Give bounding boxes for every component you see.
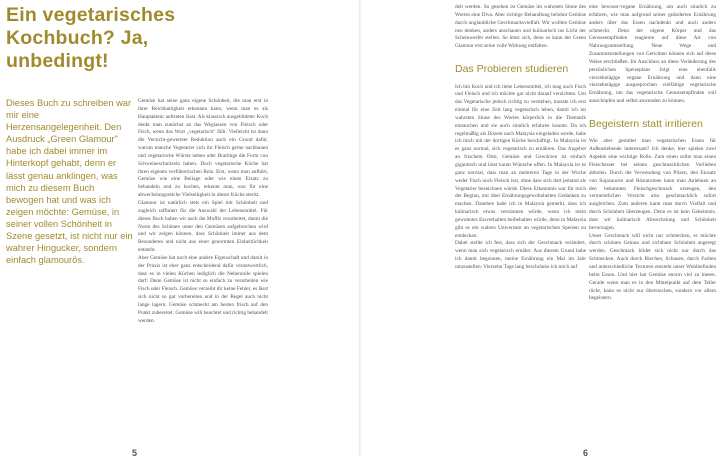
page-title: Ein vegetarisches Kochbuch? Ja, unbedingt! [6, 4, 176, 72]
body-paragraph: Aber Gemüse hat noch eine andere Eigenschaft und damit in der Praxis ist eher ganz entscheidend dafür verantwortlich, dass es in vielen Küchen lediglich die Nebenrolle spielen darf: Denn Gemüse ist nicht so einfach zu verarbeiten wie Fisch oder Fleisch. Gemüse verzeiht dir keine Fehler, es lässt sich nicht so gut vorbereiten und in der Regel auch nicht lange lagern. Gemüse schmeckt am besten frisch auf den Punkt zubereitet. Gemüse will beachtet und richtig behandelt werden. [138, 254, 268, 324]
body-paragraph: Dabei stellte ich fest, dass sich der Geschmack verändert, wenn man sich vegetarisch ernährt. Aus diesem Grund habe ich damit begonnen, meine Ernährung ein Mal im Jahr umzustellen: Vierzehn Tage lang beschränke ich mich auf [455, 240, 586, 270]
right-column-1 [455, 4, 586, 272]
body-paragraph: Gemüse hat seine ganz eigene Schönheit, die man erst in ihrer Reichhaltigkeit erkennen kann, wenn man es als Hauptakteur auftreten lässt. Als klassisch ausgebildeter Koch denkt man zunächst an das Weglassen von Fleisch oder Fisch, wenn das Wort „vegetarisch" fällt. Vielleicht ist dann die Verzicht-gewertete Reduktion auch ein Grund dafür, warum manche Vegetarier sich ihr Fleisch gerne nachbauen und vegetarische Würste neben oder Bratlinge die Form von Schweineschnitzeln haben. Doch vegetarische Küche hat ihren eigenen verführerischen Reiz. Erst, wenn man aufhört, Gemüse wie eine Beilage oder wie einen Ersatz zu behandeln und zu kochen, erkennt man, was für eine abwechslungsreiche Vielseitigkeit in dieser Küche steckt. [138, 98, 268, 199]
section-heading-begeistern: Begeistern statt irritieren [589, 117, 703, 130]
body-paragraph: Unser Geschmack will nicht nur schmecken, er möchte durch schönen Genuss und sichtbare Schönheit angeregt werden. Geschmack bildet sich nicht nur durch das Schmecken. Auch durch Riechen, Schauen, durch Farben und unterschiedliche Texturen entsteht unser Wohlbefinden beim Essen. Und hier hat Gemüse enorm viel zu bieten. Gerade wenn man es in den Mittelpunkt auf dem Teller rückt, kann es nicht nur überraschen, sondern vor allem begeistern. [589, 232, 716, 302]
left-page [0, 0, 360, 457]
intro-paragraph: Dieses Buch zu schreiben war mir eine Herzensangelegenheit. Den Ausdruck „Green Glamour" habe ich dabei immer im Hinterkopf gehabt, denn er lässt genau anklingen, was mich zu diesem Buch bewogen hat und was ich zeigen möchte: Gemüse, in seiner vollen Schönheit in Szene gesetzt, ist nicht nur ein wahrer Hingucker, sondern einfach glamourös. [6, 98, 133, 266]
page-number-left: 5 [132, 448, 138, 458]
left-body-column [138, 98, 268, 325]
body-paragraph: delt werden. So gesehen ist Gemüse im wahrsten Sinne des Wortes eine Diva. Aber richtige Behandlung belohnt Gemüse durch unglaubliche Geschmacksvielfalt. Wir wollten Gemüse neu denken, anders anschauen und kulinarisch ins Licht der Scheinwerfer stellen. So lebst sich, denn so kann der Green Glamour erst seine volle Wirkung entfalten. [455, 4, 586, 50]
body-paragraph: eine bewusst-vegane Ernährung, um auch sinnlich zu erfahren, wie man aufgrund seiner geänderten Ernährung anders über das Essen nachdenkt und auch anders schmeckt. Denn der eigene Körper und das Genussempfinden reagieren auf diese Art von Nahrungsumstellung. Neue Wege und Zusammenstellungen von Gerichten können sich auf diese Weise erschließen. Im Anschluss an diese Veränderung des persönlichen Speiseplans folgt eine ebenfalls vierzehntägige vegane Ernährung und dann eine vierzehntägige ausgesprochen vielfältige vegetarische Ernährung, um das vegetarische Genussempfinden voll ausschöpfen und selbst anwenden zu können. [589, 4, 716, 105]
body-paragraph: Wie aber gestaltet man vegetarischen Essen für Außenstehende interessant? Ich denke, hier spielen zwei Aspekte eine wichtige Rolle. Zum einen sollte man einen Fleischesser bei seinen geschmacklichen Vorlieben abholen. Durch die Verwendung von Pilzen, den Einsatz von Sojasaucen und Röstaromen kann man Anlehnen an den bekannten Fleischgeschmack erzeugen, den vermeintlichen Verzicht also geschmacklich sofort ausgleichen. Zum anderen kann man durch Vielfalt und durch Schönheit überzeugen. Denn es ist kein Geheimnis, dass wir kulinarisch Abwechslung und Schönheit bevorzugen. [589, 138, 716, 231]
section-heading-probieren: Das Probieren studieren [455, 63, 569, 76]
page-number-right: 6 [583, 448, 589, 458]
right-column-2 [589, 4, 716, 303]
body-paragraph: Glamour ist natürlich stets ein Spiel mit Schönheit und zugleich raffiniert für die Auswahl der Lebensmittel. Für dieses Buch haben wir auch die Muffis verarbeitet, damit die Norm des Schönen unter den Gemüsen aufgebrochen wird und wir zeigen können, dass Schönheit immer aus dem Besonderen und nicht aus einer genormten Einheitlichkeit entsteht. [138, 199, 268, 254]
body-paragraph: Ich bin Koch und ich liebe Lebensmittel, ich mag auch Fisch und Fleisch und ich möchte gar nicht darauf verzichten. Um das Vegetarische jedoch richtig zu verstehen, musste ich erst einmal für eine Zeit lang vegetarisch leben, damit ich im wahrsten Sinne des Wortes körperlich in die Thematik eintauchen und sie auch sinnlich erfahren konnte. Da ich regelmäßig als Dozent nach Malaysia eingeladen werde, habe ich mich mit der dortigen Küche beschäftigt. In Malaysia ist es ganz normal, sich vegetarisch zu ernähren. Das Angebot an frischem Obst, Gemüse und Gewürzen ist einfach gigantisch und lässt kaum Wünsche offen. In Malaysia ist es ganz normal, dass man an mehreren Tage in der Woche weder Fisch noch Fleisch isst, ohne dass sich dort jemand als Vegetarier bezeichnen würde. Diese Erkenntnis war für mich der Beginn, mir über Ernährungsgewohnheiten Gedanken zu machen. Daneben habe ich in Malaysia gemerkt, dass ich kulinarisch etwas versäumen würde, wenn ich mein gewohntes Essverhalten beibehalten würde, denn in Malaysia gibt es ein wahres Universum an vegetarischen Speisen zu entdecken. [455, 83, 586, 239]
